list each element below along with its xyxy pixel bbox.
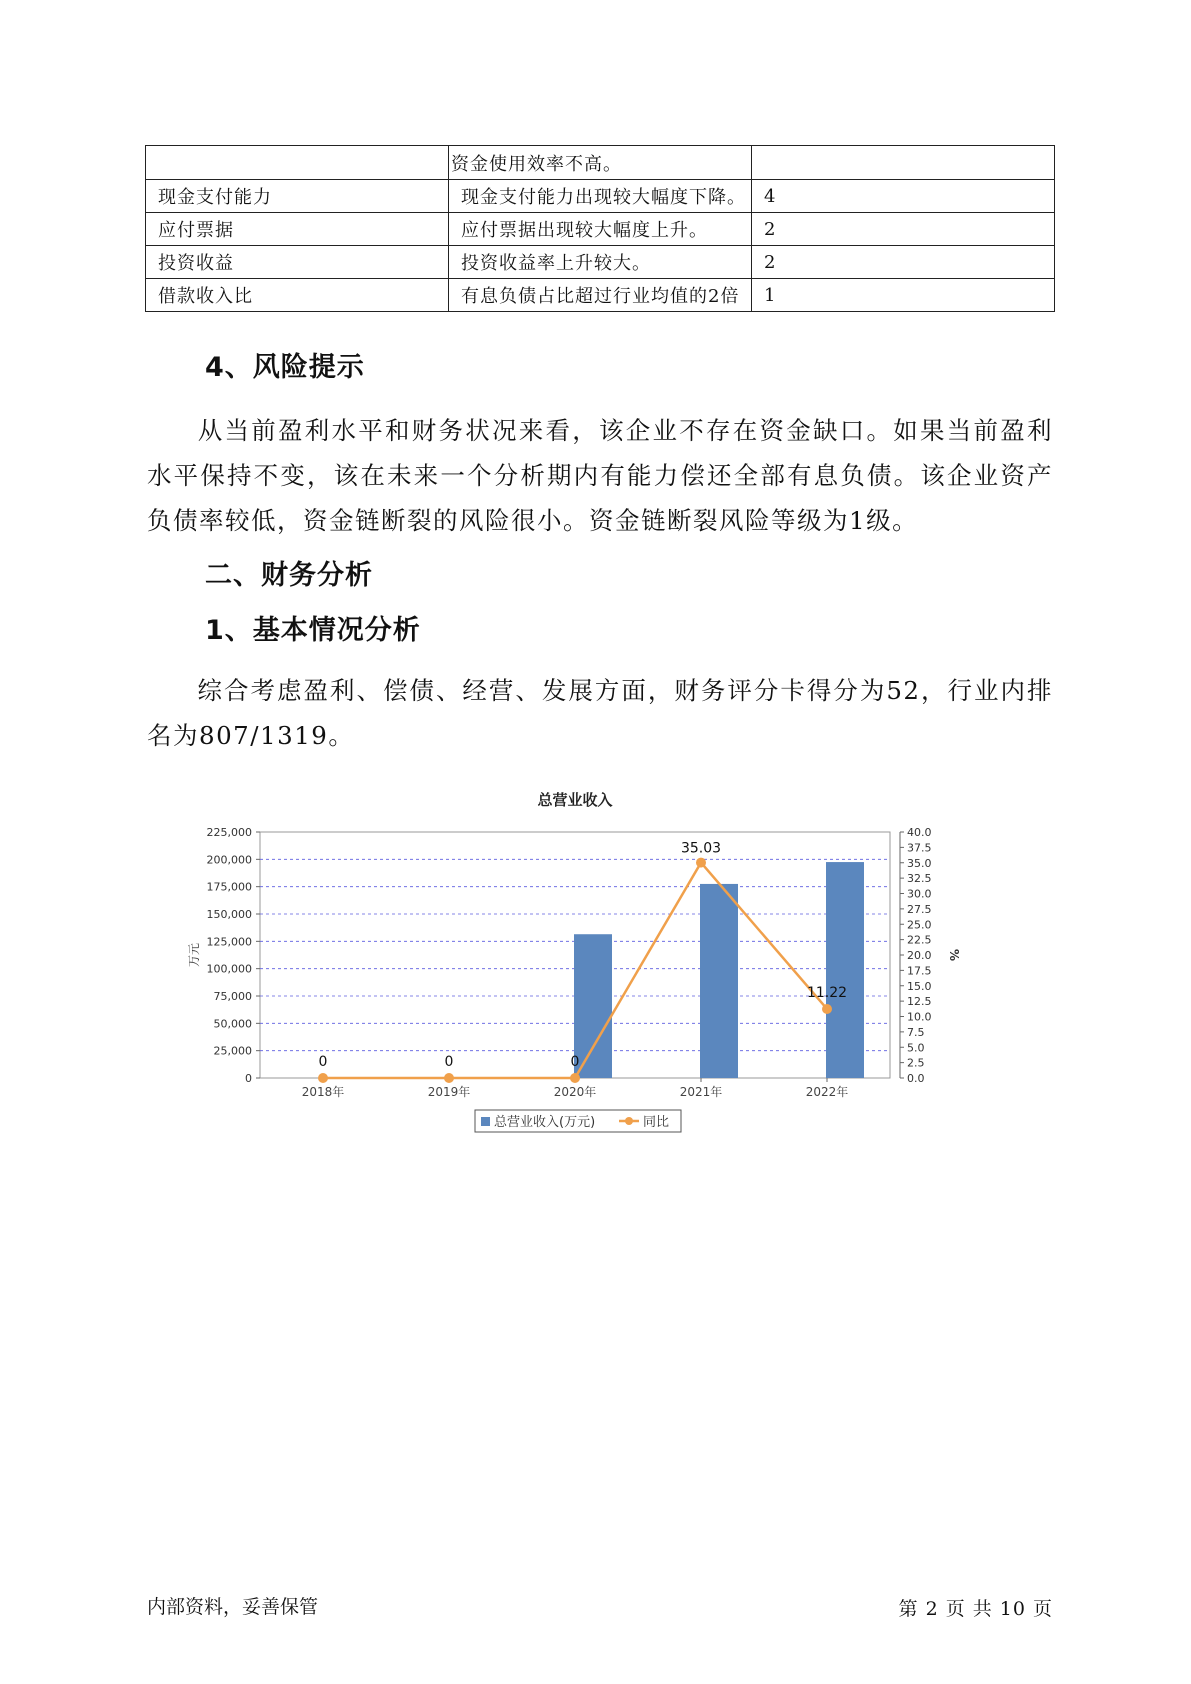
- yoy-point: [444, 1073, 454, 1083]
- risk-table-row: [146, 279, 1055, 312]
- y2-tick-label: 20.0: [907, 949, 932, 962]
- risk-paragraph-text: 从当前盈利水平和财务状况来看，该企业不存在资金缺口。如果当前盈利水平保持不变，该在未来一个分析期内有能力偿还全部有息负债。该企业资产负债率较低，资金链断裂的风险很小。资金链断裂风险等级为1级。: [147, 416, 1053, 535]
- basic-paragraph-text: 综合考虑盈利、偿债、经营、发展方面，财务评分卡得分为52，行业内排名为807/1319。: [147, 676, 1053, 750]
- x-tick-label: 2020年: [553, 1085, 597, 1099]
- y-tick-label: 100,000: [206, 962, 252, 976]
- risk-description-cell: 投资收益率上升较大。: [449, 246, 752, 279]
- y-axis-label: 万元: [187, 942, 201, 968]
- footer-page-number: 第 2 页 共 10 页: [898, 1598, 1053, 1620]
- risk-level-cell: 2: [752, 213, 1055, 246]
- yoy-point: [822, 1004, 832, 1014]
- basic-paragraph: [147, 668, 1053, 758]
- risk-item-cell: [146, 146, 449, 180]
- risk-table-body: [146, 146, 1055, 312]
- footer-confidential: 内部资料，妥善保管: [147, 1596, 319, 1618]
- y2-tick-label: 0.0: [907, 1072, 925, 1085]
- risk-level-cell: 4: [752, 180, 1055, 213]
- risk-table: [145, 145, 1055, 312]
- y2-tick-label: 7.5: [907, 1025, 925, 1039]
- risk-description-cell: 应付票据出现较大幅度上升。: [449, 213, 752, 246]
- y-tick-label: 150,000: [206, 908, 252, 921]
- yoy-point: [318, 1073, 328, 1083]
- y2-tick-label: 27.5: [907, 902, 932, 916]
- risk-description-cell: 资金使用效率不高。: [449, 146, 752, 180]
- y2-tick-label: 10.0: [907, 1010, 932, 1024]
- y2-tick-label: 2.5: [907, 1056, 925, 1070]
- y-tick-label: 25,000: [213, 1044, 252, 1058]
- revenue-chart: [185, 780, 1005, 1240]
- yoy-data-label: 0: [570, 1054, 580, 1070]
- yoy-data-label: 35.03: [680, 840, 722, 857]
- legend-bar-label: 总营业收入(万元): [494, 1115, 596, 1130]
- y-tick-label: 75,000: [213, 990, 252, 1003]
- y-tick-label: 125,000: [206, 935, 252, 949]
- x-tick-label: 2021年: [679, 1085, 723, 1099]
- y2-tick-label: 32.5: [907, 872, 932, 886]
- section-heading-finance: 二、财务分析: [205, 560, 373, 591]
- revenue-bar: [700, 884, 738, 1078]
- y2-tick-label: 30.0: [907, 887, 932, 901]
- revenue-bar: [826, 862, 864, 1078]
- legend-bar-swatch: [481, 1117, 490, 1126]
- risk-table-row: [146, 246, 1055, 279]
- risk-table-row: [146, 180, 1055, 213]
- risk-level-cell: 1: [752, 279, 1055, 312]
- y2-tick-label: 35.0: [907, 856, 932, 870]
- risk-level-cell: [752, 146, 1055, 180]
- x-tick-label: 2019年: [427, 1085, 471, 1099]
- x-tick-label: 2022年: [805, 1085, 849, 1099]
- legend-line-marker: [625, 1117, 633, 1125]
- risk-description-cell: 现金支付能力出现较大幅度下降。: [449, 180, 752, 213]
- y2-tick-label: 37.5: [907, 841, 932, 855]
- y2-tick-label: 17.5: [907, 964, 932, 978]
- risk-level-cell: 2: [752, 246, 1055, 279]
- yoy-point: [570, 1073, 580, 1083]
- risk-description-cell: 有息负债占比超过行业均值的2倍: [449, 279, 752, 312]
- x-tick-label: 2018年: [301, 1085, 345, 1099]
- chart-title: 总营业收入: [537, 791, 613, 809]
- legend-line-label: 同比: [643, 1115, 670, 1130]
- risk-item-cell: 应付票据: [146, 213, 449, 246]
- y-tick-label: 200,000: [206, 853, 252, 867]
- risk-paragraph: [147, 408, 1053, 543]
- y2-tick-label: 12.5: [907, 995, 932, 1009]
- risk-table-row: [146, 146, 1055, 180]
- y2-tick-label: 25.0: [907, 918, 932, 932]
- y2-tick-label: 5.0: [907, 1041, 925, 1055]
- revenue-bar: [574, 934, 612, 1078]
- y-tick-label: 0: [245, 1072, 252, 1085]
- y-tick-label: 175,000: [206, 880, 252, 894]
- yoy-data-label: 11.22: [806, 984, 848, 1001]
- section-heading-basic: 1、基本情况分析: [205, 615, 421, 646]
- yoy-data-label: 0: [318, 1054, 328, 1070]
- section-heading-risk: 4、风险提示: [205, 352, 365, 383]
- y-tick-label: 50,000: [213, 1017, 252, 1031]
- y2-axis-label: %: [947, 948, 961, 962]
- y-tick-label: 225,000: [206, 826, 252, 839]
- yoy-point: [696, 858, 706, 868]
- risk-item-cell: 投资收益: [146, 246, 449, 279]
- y2-tick-label: 15.0: [907, 979, 932, 993]
- y2-tick-label: 22.5: [907, 933, 932, 947]
- risk-item-cell: 借款收入比: [146, 279, 449, 312]
- y2-tick-label: 40.0: [907, 826, 932, 839]
- yoy-data-label: 0: [444, 1054, 454, 1070]
- risk-item-cell: 现金支付能力: [146, 180, 449, 213]
- risk-table-row: [146, 213, 1055, 246]
